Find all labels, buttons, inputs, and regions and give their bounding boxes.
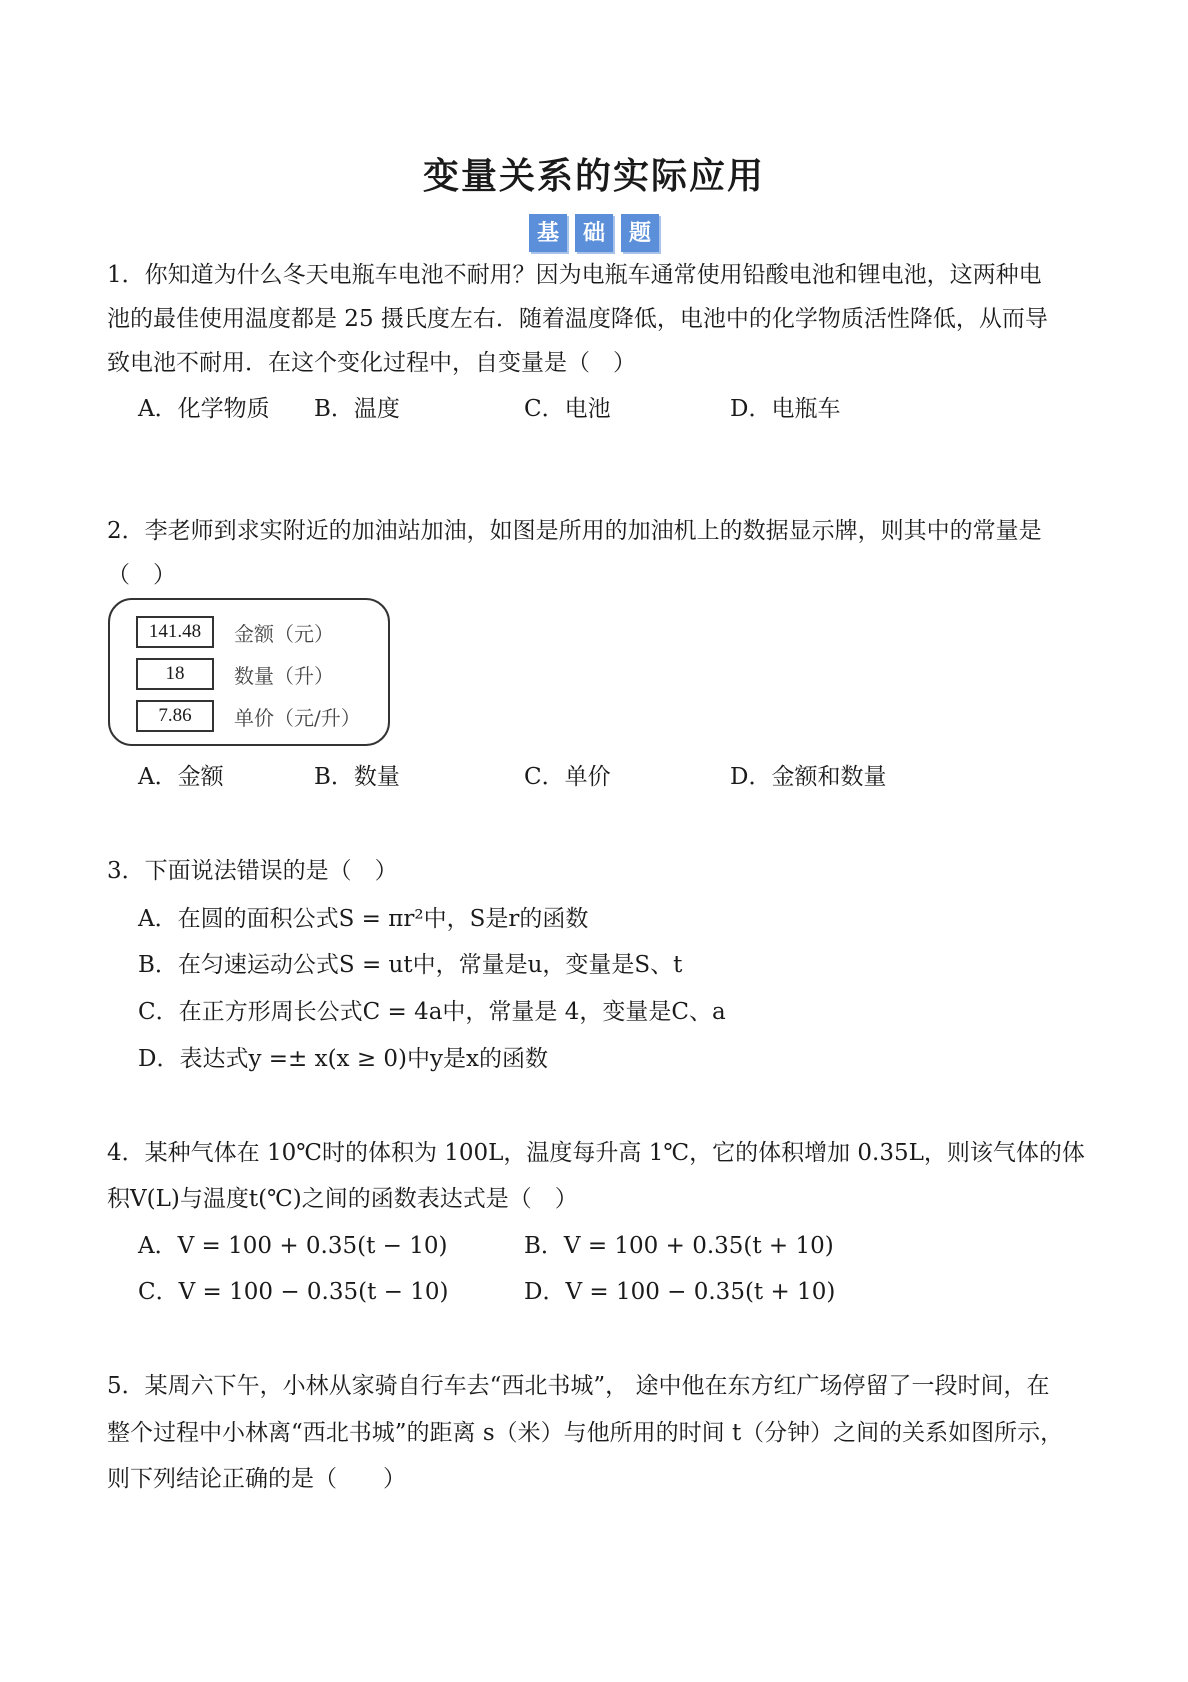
section-tag-char: 础 (575, 214, 613, 252)
q1-text-line: 1．你知道为什么冬天电瓶车电池不耐用？因为电瓶车通常使用铅酸电池和锂电池，这两种电 (107, 262, 1042, 288)
q2-text-line: 2．李老师到求实附近的加油站加油，如图是所用的加油机上的数据显示牌，则其中的常量是 (107, 518, 1042, 544)
display-value: 141.48 (136, 616, 214, 648)
q5-text-line: 5．某周六下午，小林从家骑自行车去“西北书城”， 途中他在东方红广场停留了一段时间，在 (107, 1373, 1050, 1399)
q1-text-line: 致电池不耐用．在这个变化过程中，自变量是（ ） (107, 350, 636, 376)
q4-option-b[interactable]: B．V = 100 + 0.35(t + 10) (524, 1233, 834, 1259)
display-row-amount (136, 616, 334, 648)
q1-option-d[interactable]: D．电瓶车 (730, 396, 841, 422)
q4-text-line: 积V(L)与温度t(℃)之间的函数表达式是（ ） (107, 1186, 578, 1212)
q3-option-c[interactable]: C．在正方形周长公式C = 4a中，常量是 4，变量是C、a (138, 999, 726, 1025)
q4-text-line: 4．某种气体在 10℃时的体积为 100L，温度每升高 1℃，它的体积增加 0.35L，则该气体的体 (107, 1140, 1085, 1166)
q1-option-c[interactable]: C．电池 (524, 396, 611, 422)
q4-option-c[interactable]: C．V = 100 − 0.35(t − 10) (138, 1279, 449, 1305)
display-value: 7.86 (136, 700, 214, 732)
display-label: 金额（元） (234, 621, 334, 646)
q1-option-a[interactable]: A．化学物质 (138, 396, 270, 422)
display-row-quantity (136, 658, 334, 690)
section-tag-char: 题 (621, 214, 659, 252)
fuel-pump-display (108, 598, 390, 746)
q4-option-d[interactable]: D．V = 100 − 0.35(t + 10) (524, 1279, 836, 1305)
q2-option-a[interactable]: A．金额 (138, 764, 224, 790)
q2-option-d[interactable]: D．金额和数量 (730, 764, 887, 790)
section-tag-char: 基 (529, 214, 567, 252)
q3-option-a[interactable]: A．在圆的面积公式S = πr²中，S是r的函数 (138, 906, 589, 932)
q3-option-d[interactable]: D．表达式y =± x(x ≥ 0)中y是x的函数 (138, 1046, 548, 1072)
q2-text-line: （ ） (107, 562, 176, 588)
display-value: 18 (136, 658, 214, 690)
display-label: 单价（元/升） (234, 705, 361, 730)
display-label: 数量（升） (234, 663, 334, 688)
q2-option-b[interactable]: B．数量 (314, 764, 400, 790)
q3-text-line: 3．下面说法错误的是（ ） (107, 858, 398, 884)
q1-text-line: 池的最佳使用温度都是 25 摄氏度左右．随着温度降低，电池中的化学物质活性降低，从而导 (107, 306, 1048, 332)
q4-option-a[interactable]: A．V = 100 + 0.35(t − 10) (138, 1233, 448, 1259)
q5-text-line: 整个过程中小林离“西北书城”的距离 s（米）与他所用的时间 t（分钟）之间的关系如图所示， (107, 1420, 1064, 1446)
section-tag (0, 214, 1188, 252)
q5-text-line: 则下列结论正确的是（ ） (107, 1466, 406, 1492)
q1-option-b[interactable]: B．温度 (314, 396, 400, 422)
page-title: 变量关系的实际应用 (422, 155, 765, 197)
display-row-unit-price (136, 700, 361, 732)
q3-option-b[interactable]: B．在匀速运动公式S = ut中，常量是u，变量是S、t (138, 952, 683, 978)
q2-option-c[interactable]: C．单价 (524, 764, 611, 790)
